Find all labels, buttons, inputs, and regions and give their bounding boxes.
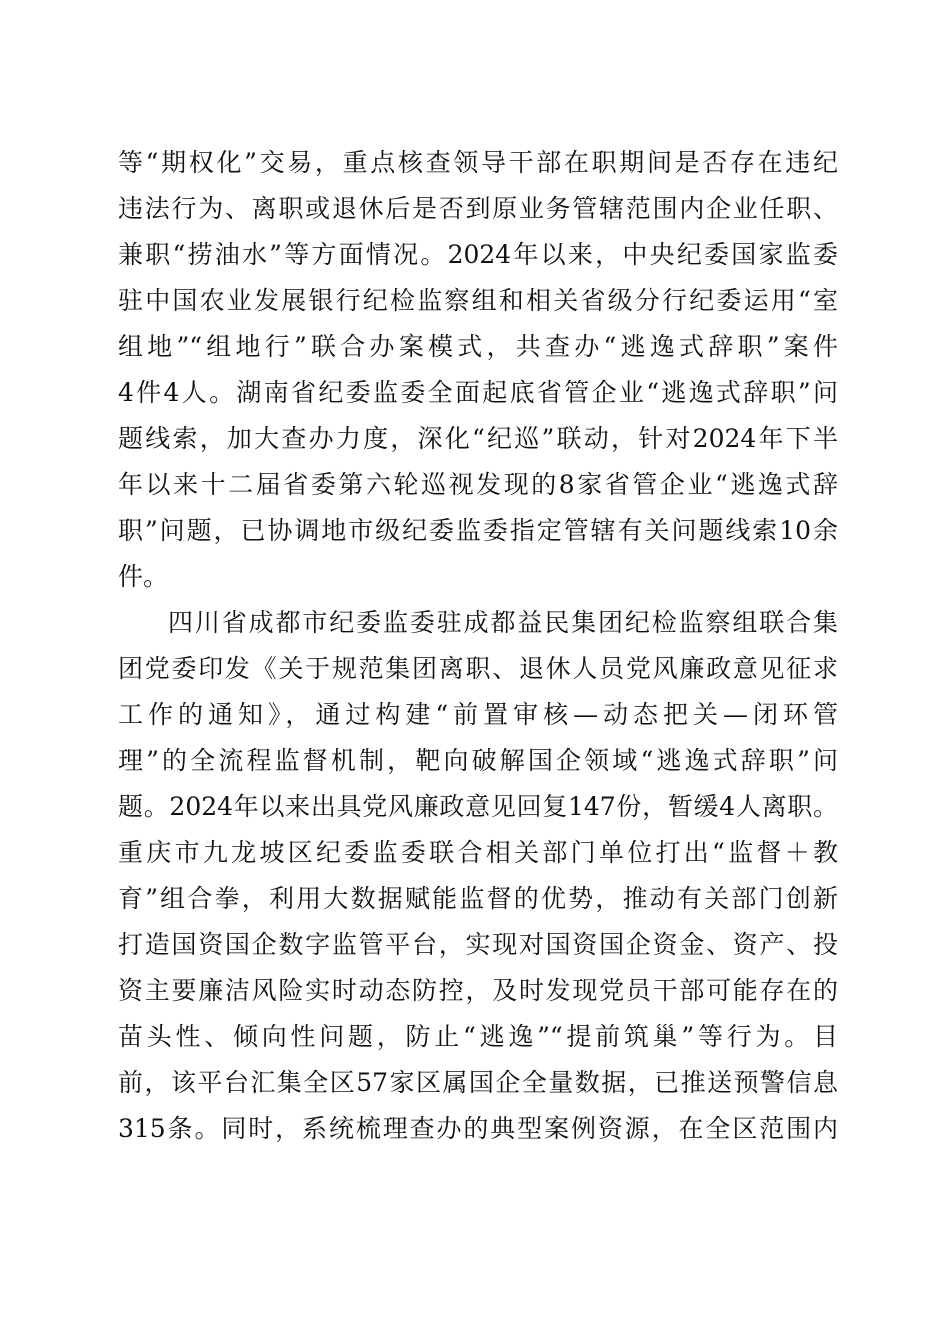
- text-line: 重庆市九龙坡区纪委监委联合相关部门单位打出“监督＋教: [118, 838, 838, 867]
- text-line: 件。: [118, 562, 169, 591]
- text-line: 前，该平台汇集全区57家区属国企全量数据，已推送预警信息: [118, 1068, 838, 1097]
- text-line: 理”的全流程监督机制，靶向破解国企领域“逃逸式辞职”问: [118, 746, 838, 775]
- text-line: 题线索，加大查办力度，深化“纪巡”联动，针对2024年下半: [118, 424, 838, 453]
- text-line: 团党委印发《关于规范集团离职、退休人员党风廉政意见征求: [118, 654, 838, 683]
- paragraph-1: [118, 140, 838, 600]
- text-line: 315条。同时，系统梳理查办的典型案例资源，在全区范围内: [118, 1114, 838, 1143]
- text-line: 育”组合拳，利用大数据赋能监督的优势，推动有关部门创新: [118, 884, 838, 913]
- text-line: 4件4人。湖南省纪委监委全面起底省管企业“逃逸式辞职”问: [118, 378, 838, 407]
- text-line: 打造国资国企数字监管平台，实现对国资国企资金、资产、投: [118, 930, 838, 959]
- text-line: 职”问题，已协调地市级纪委监委指定管辖有关问题线索10余: [118, 516, 838, 545]
- text-line: 兼职“捞油水”等方面情况。2024年以来，中央纪委国家监委: [118, 240, 838, 269]
- text-line: 年以来十二届省委第六轮巡视发现的8家省管企业“逃逸式辞: [118, 470, 838, 499]
- text-line: 等“期权化”交易，重点核查领导干部在职期间是否存在违纪: [118, 148, 838, 177]
- text-line: 资主要廉洁风险实时动态防控，及时发现党员干部可能存在的: [118, 976, 838, 1005]
- text-line: 工作的通知》，通过构建“前置审核—动态把关—闭环管: [118, 700, 838, 729]
- text-line: 违法行为、离职或退休后是否到原业务管辖范围内企业任职、: [118, 194, 838, 223]
- text-line: 组地”“组地行”联合办案模式，共查办“逃逸式辞职”案件: [118, 332, 838, 361]
- text-line: 苗头性、倾向性问题，防止“逃逸”“提前筑巢”等行为。目: [118, 1022, 838, 1051]
- text-line: 驻中国农业发展银行纪检监察组和相关省级分行纪委运用“室: [118, 286, 838, 315]
- text-line: 题。2024年以来出具党风廉政意见回复147份，暂缓4人离职。: [118, 792, 838, 821]
- document-body: [118, 140, 838, 1152]
- text-line: 四川省成都市纪委监委驻成都益民集团纪检监察组联合集: [168, 608, 838, 637]
- paragraph-2: [118, 600, 838, 1152]
